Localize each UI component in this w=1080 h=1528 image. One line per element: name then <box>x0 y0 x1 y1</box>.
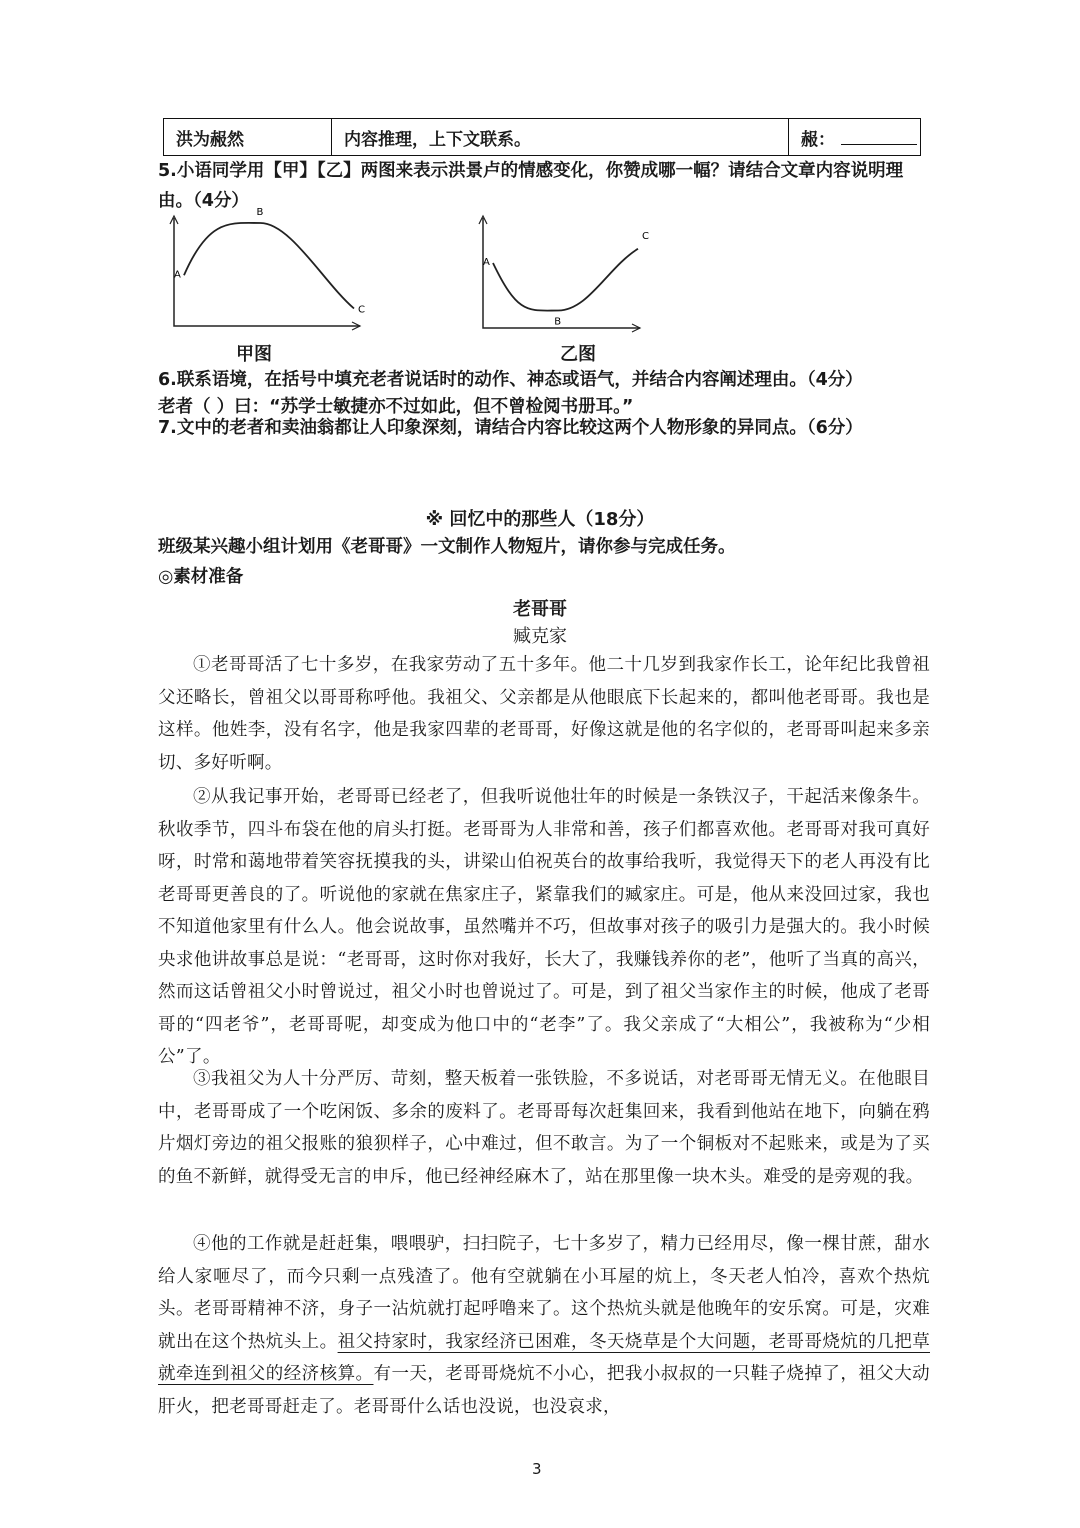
underlined-sentence: 祖父持家时，我家经济已困难，冬天烧草是个大问题，老哥哥烧炕的几把草就牵连到祖父的经济核算。 <box>158 1331 930 1384</box>
table-cell-answer <box>789 119 920 155</box>
chart-point-label-c: C <box>642 230 649 242</box>
chart-point-label-a: A <box>174 269 181 281</box>
chart-point-label-a: A <box>483 257 490 268</box>
article-author: 臧克家 <box>513 626 567 647</box>
article-paragraph-4 <box>158 1228 930 1423</box>
article-paragraph-2: ②从我记事开始，老哥哥已经老了，但我听说他壮年的时候是一条铁汉子，干起活来像条牛。秋收季节，四斗布袋在他的肩头打挺。老哥哥为人非常和善，孩子们都喜欢他。老哥哥对我可真好呀，时常和蔼地带着笑容抚摸我的头，讲梁山伯祝英台的故事给我听，我觉得天下的老人再没有比老哥哥更善良的了。听说他的家就在焦家庄子，紧靠我们的臧家庄。可是，他从来没回过家，我也不知道他家里有什么人。他会说故事，虽然嘴并不巧，但故事对孩子的吸引力是强大的。我小时候央求他讲故事总是说：“老哥哥，这时你对我好，长大了，我赚钱养你的老”，他听了当真的高兴，然而这话曾祖父小时曾说过，祖父小时也曾说过了。可是，到了祖父当家作主的时候，他成了老哥哥的“四老爷”，老哥哥呢，却变成为他口中的“老李”了。我父亲成了“大相公”，我被称为“少相公”了。 <box>158 787 930 1067</box>
section-heading: ※ 回忆中的那些人（18分） <box>425 509 655 530</box>
chart-yi <box>475 212 649 337</box>
chart-axes <box>174 218 360 326</box>
article-title: 老哥哥 <box>513 599 567 620</box>
table-cell-phrase: 洪为赧然 <box>164 119 332 155</box>
table-cell-answer-label: 赧： <box>801 129 835 150</box>
chart-point-label-b: B <box>256 207 264 218</box>
paragraph-4-text-a: ④他的工作就是赶赶集，喂喂驴，扫扫院子，七十多岁了，精力已经用尽，像一棵甘蔗，甜水给人家咂尽了，而今只剩一点残渣了。他有空就躺在小耳屋的炕上，冬天老人怕冷，喜欢个热炕头。老哥哥精神不济，身子一沾炕就打起呼噜来了。这个热炕头就是他晚年的安乐窝。可是，灾难就出在这个热炕头上。 <box>158 1234 930 1352</box>
page-number: 3 <box>532 1460 542 1478</box>
question-6-quote: 老者（ ）曰：“苏学士敏捷亦不过如此，但不曾检阅书册耳。” <box>158 397 634 417</box>
chart-axis-arrows <box>170 216 360 330</box>
chart-axis-arrows <box>479 216 640 332</box>
chart-curve <box>184 223 354 309</box>
table-cell-method: 内容推理，上下文联系。 <box>332 119 789 155</box>
question-7: 7.文中的老者和卖油翁都让人印象深刻，请结合内容比较这两个人物形象的异同点。（6分） <box>158 418 863 438</box>
chart-axes <box>483 218 640 328</box>
chart-jia <box>160 207 370 337</box>
chart-yi-caption: 乙图 <box>560 344 596 365</box>
article-paragraph-3: ③我祖父为人十分严厉、苛刻，整天板着一张铁脸，不多说话，对老哥哥无情无义。在他眼目中，老哥哥成了一个吃闲饭、多余的废料了。老哥哥每次赶集回来，我看到他站在地下，向躺在鸦片烟灯旁边的祖父报账的狼狈样子，心中难过，但不敢言。为了一个铜板对不起账来，或是为了买的鱼不新鲜，就得受无言的申斥，他已经神经麻木了，站在那里像一块木头。难受的是旁观的我。 <box>158 1069 930 1187</box>
article-paragraph-1: ①老哥哥活了七十多岁，在我家劳动了五十多年。他二十几岁到我家作长工，论年纪比我曾祖父还略长，曾祖父以哥哥称呼他。我祖父、父亲都是从他眼底下长起来的，都叫他老哥哥。我也是这样。他姓李，没有名字，他是我家四辈的老哥哥，好像这就是他的名字似的，老哥哥叫起来多亲切、多好听啊。 <box>158 655 930 773</box>
answer-table-row <box>163 118 921 156</box>
chart-point-label-b: B <box>554 316 562 328</box>
answer-blank[interactable] <box>841 130 917 145</box>
chart-point-label-c: C <box>358 304 365 316</box>
material-label: ◎素材准备 <box>158 567 244 587</box>
paragraph-4-text-b: 有一天，老哥哥烧炕不小心，把我小叔叔的一只鞋子烧掉了，祖父大动肝火，把老哥哥赶走了。老哥哥什么话也没说，也没哀求， <box>158 1364 930 1417</box>
section-intro: 班级某兴趣小组计划用《老哥哥》一文制作人物短片，请你参与完成任务。 <box>158 537 736 557</box>
chart-jia-caption: 甲图 <box>236 344 272 365</box>
question-5: 5.小语同学用【甲】【乙】两图来表示洪景卢的情感变化，你赞成哪一幅？请结合文章内容说明理由。（4分） <box>158 161 904 211</box>
question-6: 6.联系语境，在括号中填充老者说话时的动作、神态或语气，并结合内容阐述理由。（4分） <box>158 370 863 390</box>
chart-curve <box>493 249 638 311</box>
